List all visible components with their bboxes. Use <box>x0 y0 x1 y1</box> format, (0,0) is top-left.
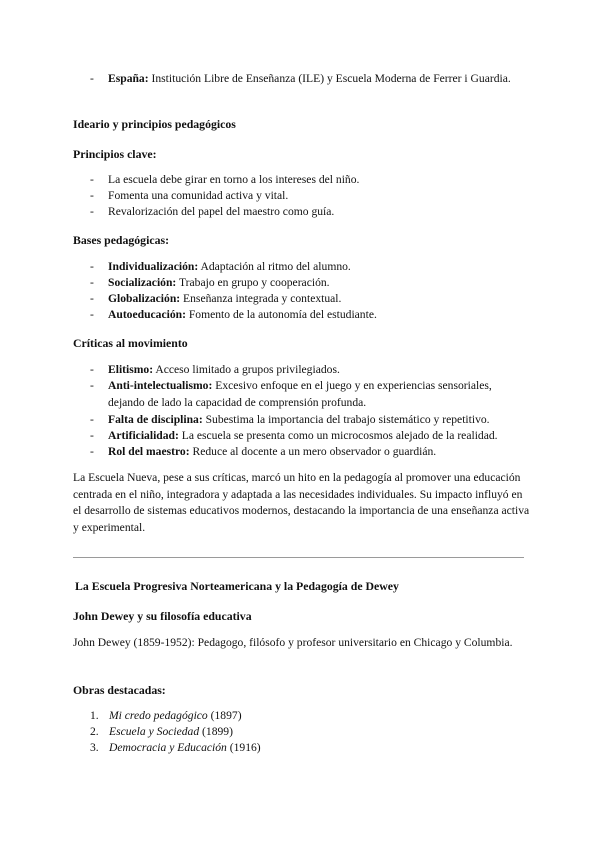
work-year: (1897) <box>210 709 242 722</box>
work-year: (1899) <box>202 725 233 738</box>
list-item-text: Reduce al docente a un mero observador o guardián. <box>192 445 437 458</box>
list-marker: - <box>90 173 94 186</box>
list-item-term: España: <box>108 72 149 85</box>
list-item-text: Fomenta una comunidad activa y vital. <box>108 189 289 202</box>
list-item-text: Subestima la importancia del trabajo sistemático y repetitivo. <box>205 413 490 426</box>
list-item-term: Elitismo: <box>108 363 154 376</box>
list-item-text: Trabajo en grupo y cooperación. <box>178 276 330 289</box>
list-item-text: La escuela debe girar en torno a los intereses del niño. <box>108 173 360 186</box>
list-item-term: Socialización: <box>108 276 177 289</box>
work-title: Democracia y Educación <box>109 741 227 754</box>
list-item-text: Enseñanza integrada y contextual. <box>183 292 342 305</box>
list-marker: - <box>90 189 94 202</box>
list-item-text: Institución Libre de Enseñanza (ILE) y Escuela Moderna de Ferrer i Guardia. <box>151 72 511 85</box>
list-number: 2. <box>90 725 99 738</box>
list-number: 1. <box>90 709 99 722</box>
list-marker: - <box>90 379 94 392</box>
list-item-text: Acceso limitado a grupos privilegiados. <box>155 363 340 376</box>
list-item-term: Falta de disciplina: <box>108 413 203 426</box>
list-item-term: Anti-intelectualismo: <box>108 379 213 392</box>
list-item-text: Adaptación al ritmo del alumno. <box>200 260 351 273</box>
list-marker: - <box>90 72 94 85</box>
list-item-text: Excesivo enfoque en el juego y en experiencias sensoriales, dejando de lado la capacidad de comprensión profunda. <box>108 379 492 409</box>
dewey-paragraph: John Dewey (1859-1952): Pedagogo, filósofo y profesor universitario en Chicago y Columbia. <box>73 636 513 649</box>
subheading-principios: Principios clave: <box>73 147 157 161</box>
subheading-bases: Bases pedagógicas: <box>73 233 170 247</box>
list-item-text: La escuela se presenta como un microcosmos alejado de la realidad. <box>181 429 498 442</box>
section-heading-ideario: Ideario y principios pedagógicos <box>73 117 236 131</box>
list-item-text: Fomento de la autonomía del estudiante. <box>188 308 377 321</box>
list-item-term: Globalización: <box>108 292 181 305</box>
list-item-term: Autoeducación: <box>108 308 186 321</box>
section-heading-progresiva: La Escuela Progresiva Norteamericana y la Pedagogía de Dewey <box>75 579 399 593</box>
list-item-term: Individualización: <box>108 260 199 273</box>
list-item-term: Artificialidad: <box>108 429 179 442</box>
subheading-obras: Obras destacadas: <box>73 683 166 697</box>
conclusion-paragraph: La Escuela Nueva, pese a sus críticas, marcó un hito en la pedagogía al promover una educación centrada en el niño, integradora y adaptada a las necesidades individuales. Su impacto influyó en el desarrollo de sistemas educativos modernos, destacando la importancia de una enseñanza activa y experimental. <box>73 471 530 534</box>
horizontal-divider <box>73 557 524 558</box>
list-marker: - <box>90 205 94 218</box>
list-marker: - <box>90 445 94 458</box>
list-marker: - <box>90 308 94 321</box>
work-year: (1916) <box>229 741 261 754</box>
subheading-dewey: John Dewey y su filosofía educativa <box>73 609 252 623</box>
list-marker: - <box>90 276 94 289</box>
work-title: Escuela y Sociedad <box>109 725 200 738</box>
work-title: Mi credo pedagógico <box>109 709 208 722</box>
list-number: 3. <box>90 741 99 754</box>
section-heading-criticas: Críticas al movimiento <box>73 336 188 350</box>
list-item-term: Rol del maestro: <box>108 445 190 458</box>
list-marker: - <box>90 260 94 273</box>
list-marker: - <box>90 292 94 305</box>
list-marker: - <box>90 413 94 426</box>
list-item-text: Revalorización del papel del maestro como guía. <box>108 205 335 218</box>
list-marker: - <box>90 429 94 442</box>
list-marker: - <box>90 363 94 376</box>
